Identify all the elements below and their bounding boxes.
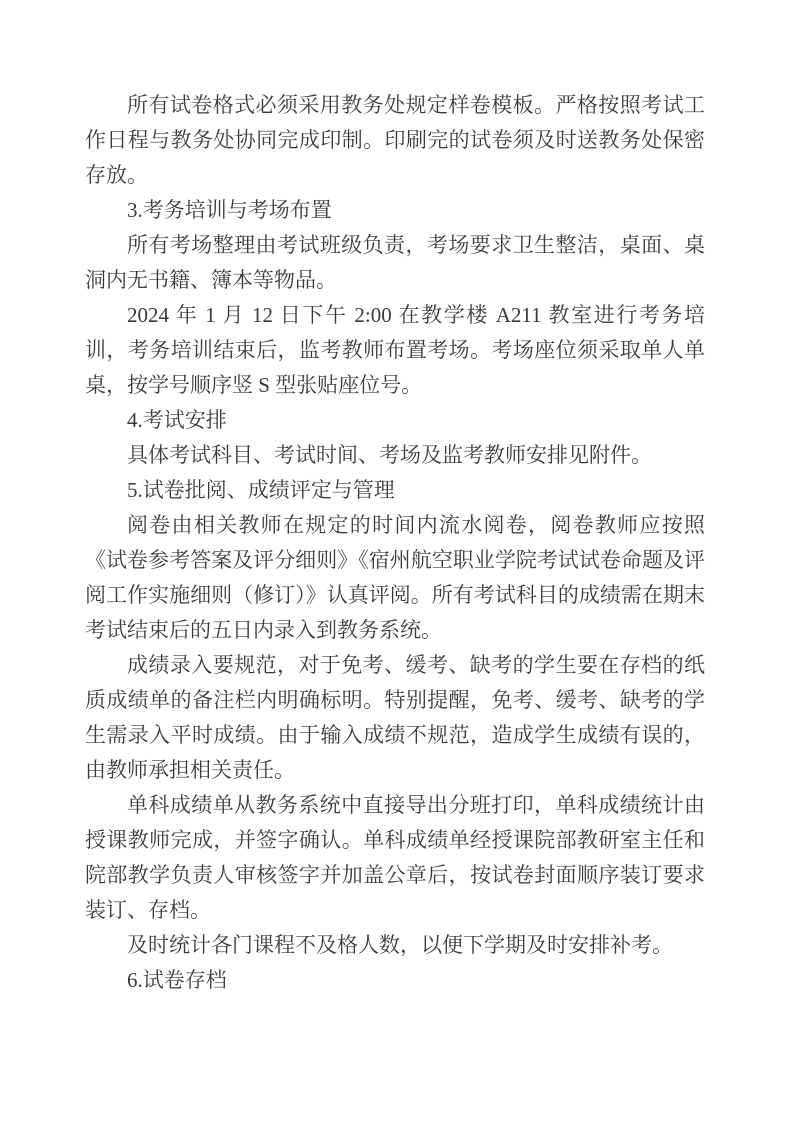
paragraph-exam-paper-format: 所有试卷格式必须采用教务处规定样卷模板。严格按照考试工作日程与教务处协同完成印制。印刷完的试卷须及时送教务处保密存放。	[85, 93, 705, 187]
paragraph-training-schedule: 2024 年 1 月 12 日下午 2:00 在教学楼 A211 教室进行考务培训，考务培训结束后，监考教师布置考场。考场座位须采取单人单桌，按学号顺序竖 S 型张贴座位号。	[85, 303, 705, 397]
section-heading-3-training-and-room-setup: 3.考务培训与考场布置	[127, 198, 332, 222]
document-body	[85, 88, 705, 998]
paragraph-score-entry-rules: 成绩录入要规范，对于免考、缓考、缺考的学生要在存档的纸质成绩单的备注栏内明确标明。特别提醒，免考、缓考、缺考的学生需录入平时成绩。由于输入成绩不规范，造成学生成绩有误的，由教师承担相关责任。	[85, 653, 705, 782]
paragraph-room-cleaning: 所有考场整理由考试班级负责，考场要求卫生整洁，桌面、桌洞内无书籍、簿本等物品。	[85, 233, 705, 292]
section-heading-4-exam-arrangement: 4.考试安排	[127, 408, 227, 432]
paragraph-fail-statistics: 及时统计各门课程不及格人数，以便下学期及时安排补考。	[127, 933, 673, 957]
section-heading-5-grading-and-management: 5.试卷批阅、成绩评定与管理	[127, 478, 395, 502]
section-heading-6-paper-archiving: 6.试卷存档	[127, 968, 227, 992]
paragraph-grading-rules: 阅卷由相关教师在规定的时间内流水阅卷，阅卷教师应按照《试卷参考答案及评分细则》《宿州航空职业学院考试试卷命题及评阅工作实施细则（修订）》认真评阅。所有考试科目的成绩需在期末考试结束后的五日内录入到教务系统。	[85, 513, 705, 642]
paragraph-exam-arrangement-detail: 具体考试科目、考试时间、考场及监考教师安排见附件。	[127, 443, 652, 467]
paragraph-score-sheet-process: 单科成绩单从教务系统中直接导出分班打印，单科成绩统计由授课教师完成，并签字确认。单科成绩单经授课院部教研室主任和院部教学负责人审核签字并加盖公章后，按试卷封面顺序装订要求装订、存档。	[85, 793, 705, 922]
